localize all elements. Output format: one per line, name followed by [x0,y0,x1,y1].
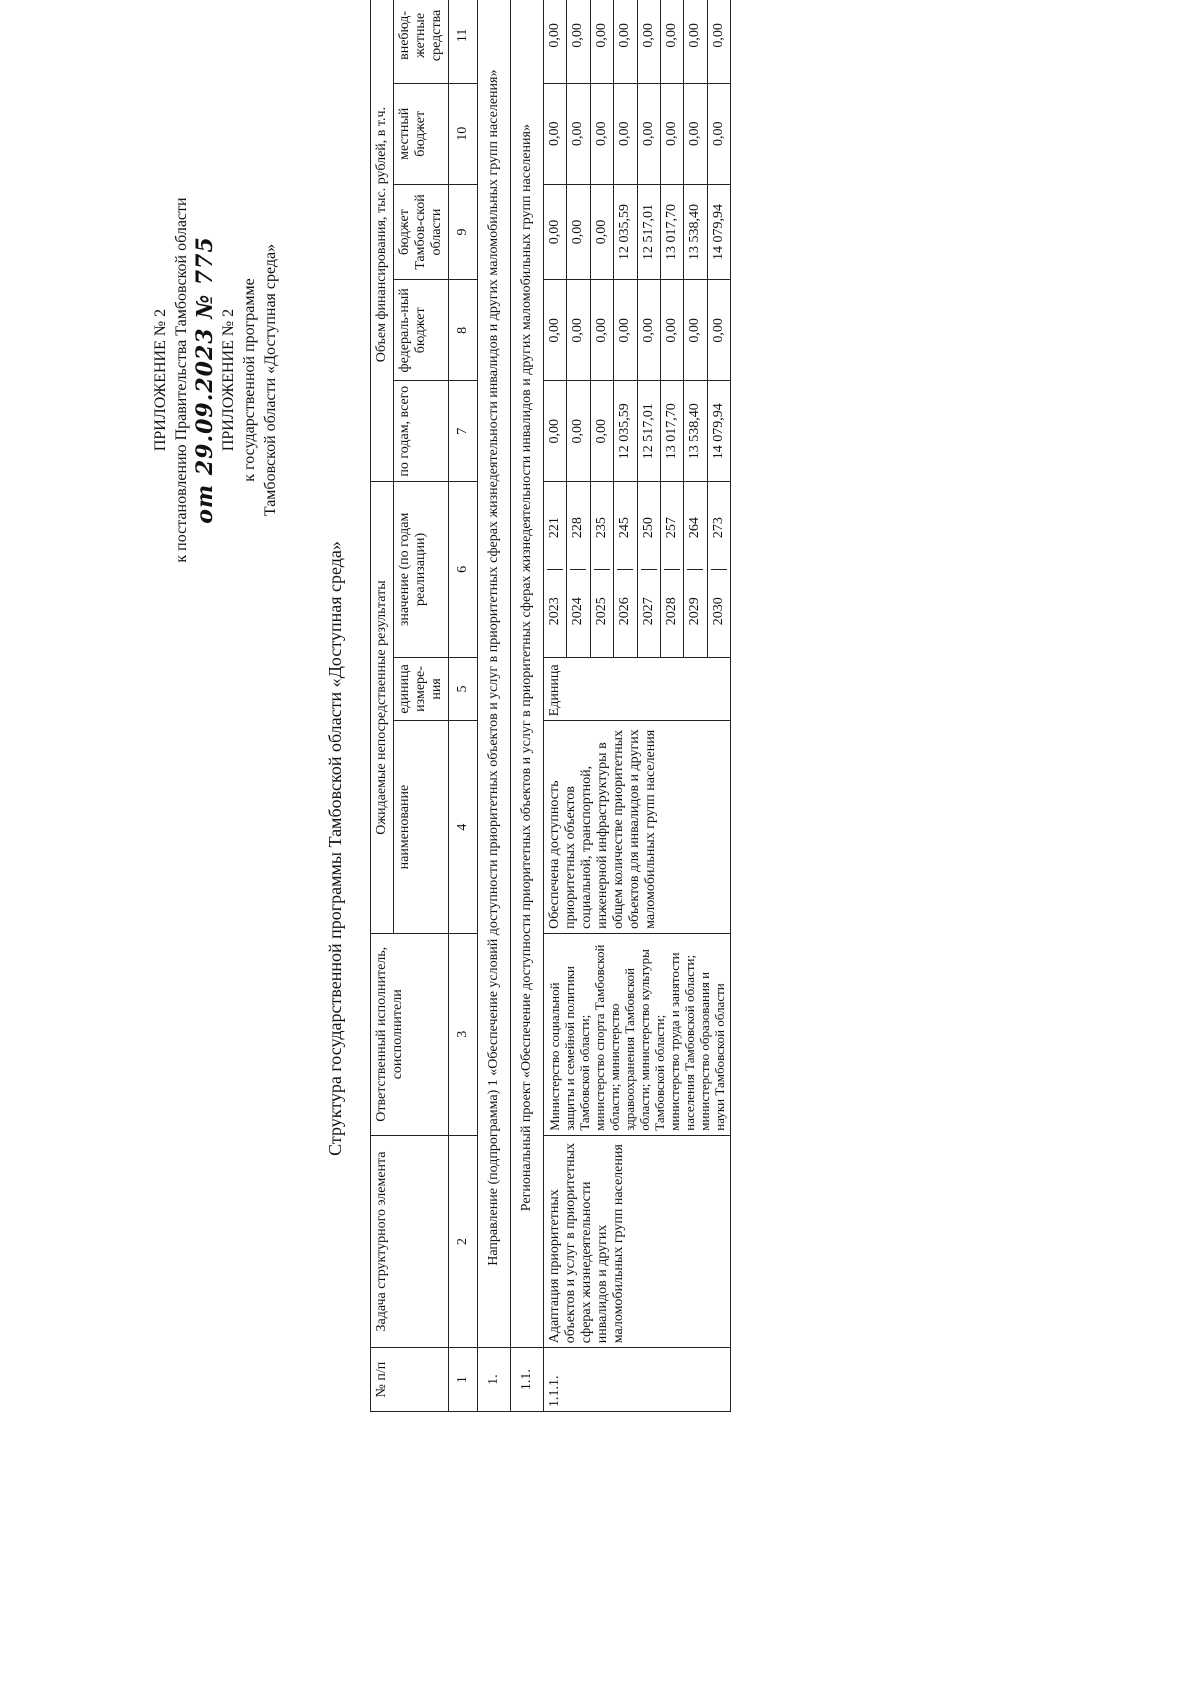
item-row [544,0,567,1412]
project-row [511,0,544,1412]
local: 0,00 [707,83,730,184]
year: 2024 [570,569,586,652]
total: 13 017,70 [660,381,683,482]
header-regional: бюджет Тамбов-ской области [394,184,449,280]
column-number: 11 [449,0,478,83]
offbudget: 0,00 [637,0,660,83]
year-value-cell [637,482,660,657]
federal: 0,00 [637,280,660,381]
direction-row [478,0,511,1412]
item-number: 1.1.1. [544,1348,731,1412]
header-task: Задача структурного элемента [371,1135,449,1348]
offbudget: 0,00 [544,0,567,83]
year-value-cell [614,482,637,657]
document-title: Структура государственной программы Тамбовской области «Доступная среда» [325,541,345,1156]
column-number: 8 [449,280,478,381]
total: 0,00 [590,381,613,482]
year: 2025 [594,569,610,652]
local: 0,00 [660,83,683,184]
year-value-cell [707,482,730,657]
year-value-cell [544,482,567,657]
local: 0,00 [567,83,590,184]
year-value: 228 [570,517,586,539]
offbudget: 0,00 [567,0,590,83]
item-result-name: Обеспечена доступность приоритетных объектов социальной, транспортной, инженерной инфраструктуры в общем количестве приоритетных объектов для инвалидов и других маломобильных групп населения [544,721,731,934]
total: 12 035,59 [614,381,637,482]
total: 12 517,01 [637,381,660,482]
header-local: местный бюджет [394,83,449,184]
year-value: 245 [617,517,633,539]
program-name: Тамбовской области «Доступная среда» [262,243,279,517]
local: 0,00 [684,83,707,184]
column-number: 2 [449,1135,478,1348]
column-numbers-row [449,0,478,1412]
regional: 0,00 [567,184,590,280]
column-number: 6 [449,482,478,657]
header-row-1 [371,0,394,1412]
item-unit: Единица [544,657,731,721]
header-value: значение (по годам реализации) [394,482,449,657]
project-text: Региональный проект «Обеспечение доступности приоритетных объектов и услуг в приоритетных сферах жизнедеятельности инвалидов и других маломобильных групп населения» [511,0,544,1348]
column-number: 9 [449,184,478,280]
column-number: 5 [449,657,478,721]
federal: 0,00 [707,280,730,381]
header-no: № п/п [371,1348,449,1412]
total: 0,00 [567,381,590,482]
offbudget: 0,00 [707,0,730,83]
year: 2029 [687,569,703,652]
direction-number: 1. [478,1348,511,1412]
project-number: 1.1. [511,1348,544,1412]
program-reference: к государственной программе [241,278,258,482]
handwritten-date-number: от 29.09.2023 № 775 [192,236,218,524]
column-number: 1 [449,1348,478,1412]
header-responsible: Ответственный исполнитель, соисполнители [371,933,449,1135]
year-value: 273 [710,517,726,539]
local: 0,00 [614,83,637,184]
regional: 12 517,01 [637,184,660,280]
local: 0,00 [590,83,613,184]
appendix-number: ПРИЛОЖЕНИЕ № 2 [152,308,169,452]
local: 0,00 [544,83,567,184]
local: 0,00 [637,83,660,184]
year: 2023 [547,569,563,652]
year-value: 250 [640,517,656,539]
year-value-cell [590,482,613,657]
column-number: 4 [449,721,478,934]
program-structure-table [370,0,731,1412]
year-value: 264 [687,517,703,539]
year-value: 257 [663,517,679,539]
year-value-cell [567,482,590,657]
year: 2026 [617,569,633,652]
year: 2028 [664,569,680,652]
header-result-name: наименование [394,721,449,934]
header-by-years: по годам, всего [394,381,449,482]
year-value-cell [660,482,683,657]
offbudget: 0,00 [590,0,613,83]
regional: 13 017,70 [660,184,683,280]
year-value-cell [684,482,707,657]
header-federal: федераль-ный бюджет [394,280,449,381]
federal: 0,00 [660,280,683,381]
item-task: Адаптация приоритетных объектов и услуг в приоритетных сферах жизнедеятельности инвалидов и других маломобильных групп населения [544,1135,731,1348]
total: 13 538,40 [684,381,707,482]
federal: 0,00 [684,280,707,381]
regional: 14 079,94 [707,184,730,280]
federal: 0,00 [567,280,590,381]
total: 14 079,94 [707,381,730,482]
column-number: 3 [449,933,478,1135]
year: 2027 [641,569,657,652]
header-financing: Объем финансирования, тыс. рублей, в т.ч. [371,0,394,482]
federal: 0,00 [590,280,613,381]
decree-reference: к постановлению Правительства Тамбовской области [173,197,190,563]
program-appendix-number: ПРИЛОЖЕНИЕ № 2 [220,308,237,452]
regional: 13 538,40 [684,184,707,280]
total: 0,00 [544,381,567,482]
column-number: 10 [449,83,478,184]
column-number: 7 [449,381,478,482]
header-unit: единица измере-ния [394,657,449,721]
offbudget: 0,00 [660,0,683,83]
header-expected-results: Ожидаемые непосредственные результаты [371,482,394,934]
federal: 0,00 [614,280,637,381]
year: 2030 [711,569,727,652]
appendix-header [150,100,281,660]
item-responsible: Министерство социальной защиты и семейной политики Тамбовской области; министерство спорта Тамбовской области; министерство здравоохранения Тамбовской области; министерство культуры Тамбовской области; министерство труда и занятости населения Тамбовской области; министерство образования и науки Тамбовской области [544,933,731,1135]
federal: 0,00 [544,280,567,381]
year-value: 235 [593,517,609,539]
regional: 0,00 [544,184,567,280]
header-offbudget: внебюд-жетные средства [394,0,449,83]
regional: 12 035,59 [614,184,637,280]
year-value: 221 [547,517,562,539]
regional: 0,00 [590,184,613,280]
offbudget: 0,00 [684,0,707,83]
offbudget: 0,00 [614,0,637,83]
direction-text: Направление (подпрограмма) 1 «Обеспечение условий доступности приоритетных объектов и услуг в приоритетных сферах жизнедеятельности инвалидов и других маломобильных групп населения» [478,0,511,1348]
